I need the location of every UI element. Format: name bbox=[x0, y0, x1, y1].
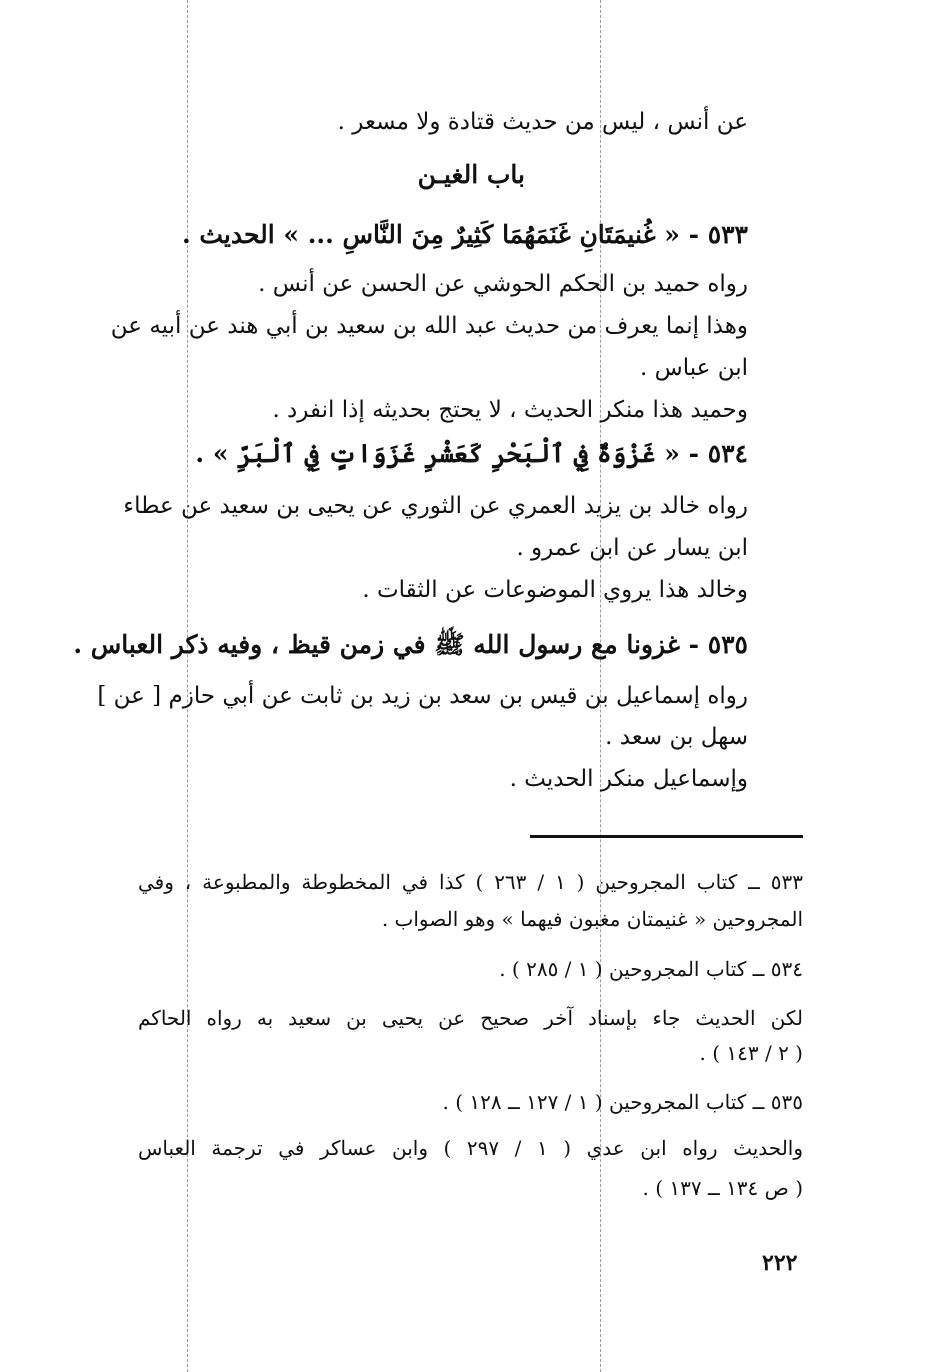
footnote-line: لكن الحديث جاء بإسناد آخر صحيح عن يحيى بن سعيد به رواه الحاكم bbox=[138, 1006, 803, 1030]
footnote-line: ٥٣٤ ــ كتاب المجروحين ( ١ / ٢٨٥ ) . bbox=[499, 957, 803, 981]
entry-535-heading: ٥٣٥ - غزونا مع رسول الله ﷺ في زمن قيظ ، وفيه ذكر العباس . bbox=[73, 630, 748, 659]
body-line: عن أنس ، ليس من حديث قتادة ولا مسعر . bbox=[337, 109, 748, 135]
footnote-line: ( ٢ / ١٤٣ ) . bbox=[699, 1041, 803, 1065]
body-line: وهذا إنما يعرف من حديث عبد الله بن سعيد بن أبي هند عن أبيه عن bbox=[110, 313, 748, 339]
footnote-line: المجروحين « غنيمتان مغبون فيهما » وهو الصواب . bbox=[381, 907, 803, 931]
body-line: وحميد هذا منكر الحديث ، لا يحتج بحديثه إذا انفرد . bbox=[272, 397, 748, 423]
body-line: رواه إسماعيل بن قيس بن سعد بن زيد بن ثابت عن أبي حازم [ عن ] bbox=[97, 683, 748, 709]
body-line: ابن يسار عن ابن عمرو . bbox=[516, 535, 748, 561]
body-line: وخالد هذا يروي الموضوعات عن الثقات . bbox=[362, 577, 748, 603]
footnote-line: ٥٣٥ ــ كتاب المجروحين ( ١ / ١٢٧ ــ ١٢٨ ) . bbox=[442, 1090, 803, 1114]
footnote-line: ( ص ١٣٤ ــ ١٣٧ ) . bbox=[642, 1176, 803, 1200]
body-line: رواه خالد بن يزيد العمري عن الثوري عن يحيى بن سعيد عن عطاء bbox=[123, 493, 748, 519]
body-line: ابن عباس . bbox=[640, 355, 748, 381]
footnote-line: ٥٣٣ ــ كتاب المجروحين ( ١ / ٢٦٣ ) كذا في المخطوطة والمطبوعة ، وفي bbox=[138, 870, 804, 894]
body-line: سهل بن سعد . bbox=[605, 724, 748, 750]
entry-534-heading: ٥٣٤ - « غَزْوَةٌ فِي ٱلْبَحْرِ كَعَشْرِ غَزَوَاتٍ فِي ٱلْبَرِّ » . bbox=[195, 439, 748, 468]
entry-533-heading: ٥٣٣ - « غُنيمَتَانِ غَنَمَهُمَا كَثِيرٌ مِنَ النَّاسِ ... » الحديث . bbox=[181, 220, 748, 249]
section-title: باب الغيـن bbox=[417, 160, 525, 189]
body-line: وإسماعيل منكر الحديث . bbox=[509, 766, 748, 792]
body-line: رواه حميد بن الحكم الحوشي عن الحسن عن أنس . bbox=[258, 271, 748, 297]
footnote-line: والحديث رواه ابن عدي ( ١ / ٢٩٧ ) وابن عساكر في ترجمة العباس bbox=[138, 1136, 804, 1160]
page-number: ٢٢٢ bbox=[762, 1250, 798, 1276]
footnote-separator bbox=[530, 835, 803, 838]
